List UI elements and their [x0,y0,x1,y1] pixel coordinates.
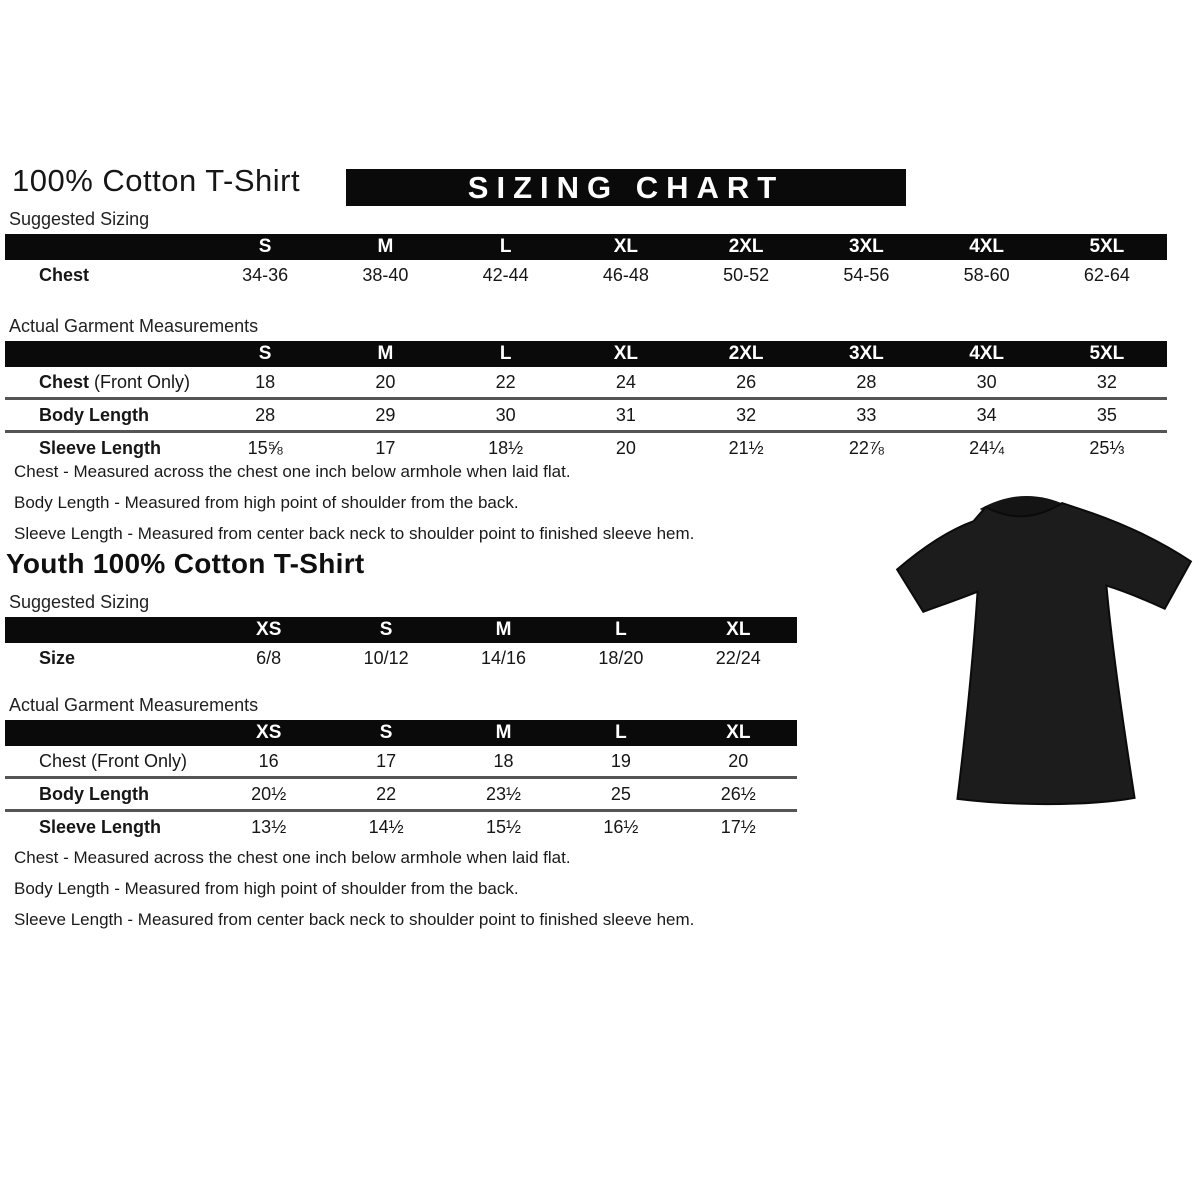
measurement-value: 17½ [680,811,797,843]
header-spacer-cell [5,341,205,367]
size-column-header: 4XL [969,343,1005,364]
measurement-value: 16½ [562,811,679,843]
adult-actual-section [5,316,1167,463]
measurement-value: 15⅝ [205,432,325,464]
measurement-value: 18 [493,750,514,771]
measurement-value: 24 [615,371,636,392]
header-spacer-cell [5,234,205,260]
note-sleeve-length: Sleeve Length - Measured from center back neck to shoulder point to finished sleeve hem. [14,524,695,543]
size-column-header: 5XL [1089,236,1125,257]
measurement-row-label: Chest (Front Only) [39,371,191,392]
size-column-header: L [615,619,627,640]
header-spacer-cell [5,617,210,643]
measurement-value: 13½ [210,811,327,843]
section-label-suggested-sizing-youth: Suggested Sizing [9,592,150,612]
adult-suggested-table [5,234,1167,290]
youth-suggested-section [5,592,797,673]
size-column-header: M [377,343,394,364]
black-tshirt-image [893,489,1195,811]
size-column-header: S [258,236,272,257]
size-column-header: L [499,236,512,257]
measurement-value: 17 [376,750,397,771]
measurement-value: 42-44 [482,264,529,285]
adult-measurement-notes [14,456,694,549]
measurement-value: 20 [566,432,686,464]
measurement-value: 22 [495,371,516,392]
measurement-value: 23½ [445,778,562,811]
measurement-value: 33 [806,399,926,432]
measurement-value: 10/12 [363,647,409,668]
measurement-value: 25 [562,778,679,811]
measurement-value: 28 [856,371,877,392]
size-column-header: M [495,619,512,640]
measurement-value: 6/8 [256,647,282,668]
youth-measurement-notes [14,842,694,935]
measurement-value: 50-52 [723,264,770,285]
measurement-row-label: Size [39,647,76,668]
measurement-row-label: Sleeve Length [5,432,205,464]
size-header-row [5,617,797,643]
size-column-header: S [379,619,393,640]
measurement-row [5,643,797,673]
measurement-value: 16 [258,750,279,771]
tshirt-graphic [893,489,1195,811]
measurement-value: 31 [566,399,686,432]
size-header-row [5,341,1167,367]
measurement-value: 22⅞ [806,432,926,464]
measurement-row-label: Chest [39,264,90,285]
note-body-length-youth: Body Length - Measured from high point of shoulder from the back. [14,879,519,898]
measurement-value: 17 [325,432,445,464]
measurement-value: 28 [205,399,325,432]
measurement-value: 26½ [680,778,797,811]
sizing-chart-banner: SIZING CHART [346,169,906,206]
measurement-value: 20 [728,750,749,771]
measurement-value: 19 [610,750,631,771]
section-label-suggested-sizing: Suggested Sizing [9,209,150,229]
size-column-header: XL [613,236,639,257]
measurement-value: 30 [976,371,997,392]
youth-suggested-table [5,617,797,673]
size-column-header: XL [726,619,751,640]
measurement-row [5,399,1167,432]
size-column-header: XL [613,343,639,364]
measurement-value: 22/24 [715,647,761,668]
measurement-row-label: Body Length [5,399,205,432]
measurement-value: 62-64 [1083,264,1130,285]
measurement-value: 26 [736,371,757,392]
measurement-value: 25⅓ [1047,432,1167,464]
measurement-value: 34 [927,399,1047,432]
measurement-value: 20 [375,371,396,392]
measurement-value: 38-40 [362,264,409,285]
size-column-header: 3XL [848,236,884,257]
size-column-header: S [258,343,272,364]
measurement-value: 22 [327,778,444,811]
size-column-header: 2XL [728,343,764,364]
measurement-value: 14/16 [480,647,526,668]
measurement-row-label: Body Length [5,778,210,811]
measurement-value: 18/20 [598,647,644,668]
adult-suggested-section [5,209,1167,290]
size-column-header: 2XL [728,236,764,257]
measurement-value: 32 [686,399,806,432]
measurement-value: 29 [325,399,445,432]
size-column-header: M [377,236,394,257]
measurement-row [5,260,1167,290]
size-header-row [5,234,1167,260]
section-label-actual-measurements: Actual Garment Measurements [9,316,259,336]
youth-actual-section [5,695,797,842]
measurement-value: 18½ [446,432,566,464]
measurement-value: 15½ [445,811,562,843]
youth-actual-table [5,720,797,842]
section-label-actual-measurements-youth: Actual Garment Measurements [9,695,259,715]
size-column-header: M [495,722,512,743]
measurement-value: 58-60 [963,264,1010,285]
size-column-header: L [499,343,512,364]
measurement-row-label: Sleeve Length [5,811,210,843]
measurement-value: 32 [1096,371,1117,392]
adult-actual-table [5,341,1167,463]
measurement-value: 34-36 [242,264,289,285]
size-column-header: XS [256,722,282,743]
measurement-value: 18 [255,371,276,392]
note-chest: Chest - Measured across the chest one inch below armhole when laid flat. [14,462,571,481]
size-column-header: L [615,722,627,743]
page-title: 100% Cotton T-Shirt [12,163,301,198]
measurement-value: 30 [446,399,566,432]
measurement-value: 20½ [210,778,327,811]
measurement-value: 54-56 [843,264,890,285]
measurement-row [5,746,797,778]
size-column-header: S [379,722,393,743]
size-header-row [5,720,797,746]
size-column-header: 5XL [1089,343,1125,364]
measurement-value: 35 [1047,399,1167,432]
measurement-value: 14½ [327,811,444,843]
note-sleeve-length-youth: Sleeve Length - Measured from center back neck to shoulder point to finished sleeve hem. [14,910,695,929]
youth-section-title: Youth 100% Cotton T-Shirt [6,548,365,579]
measurement-row [5,811,797,843]
header-spacer-cell [5,720,210,746]
measurement-value: 24¼ [927,432,1047,464]
measurement-row [5,367,1167,399]
size-column-header: 3XL [848,343,884,364]
measurement-row [5,778,797,811]
size-column-header: XL [726,722,751,743]
measurement-value: 21½ [686,432,806,464]
size-column-header: 4XL [969,236,1005,257]
note-chest-youth: Chest - Measured across the chest one inch below armhole when laid flat. [14,848,571,867]
measurement-value: 46-48 [602,264,649,285]
measurement-row-label: Chest (Front Only) [39,750,188,771]
note-body-length: Body Length - Measured from high point of shoulder from the back. [14,493,519,512]
size-column-header: XS [256,619,282,640]
